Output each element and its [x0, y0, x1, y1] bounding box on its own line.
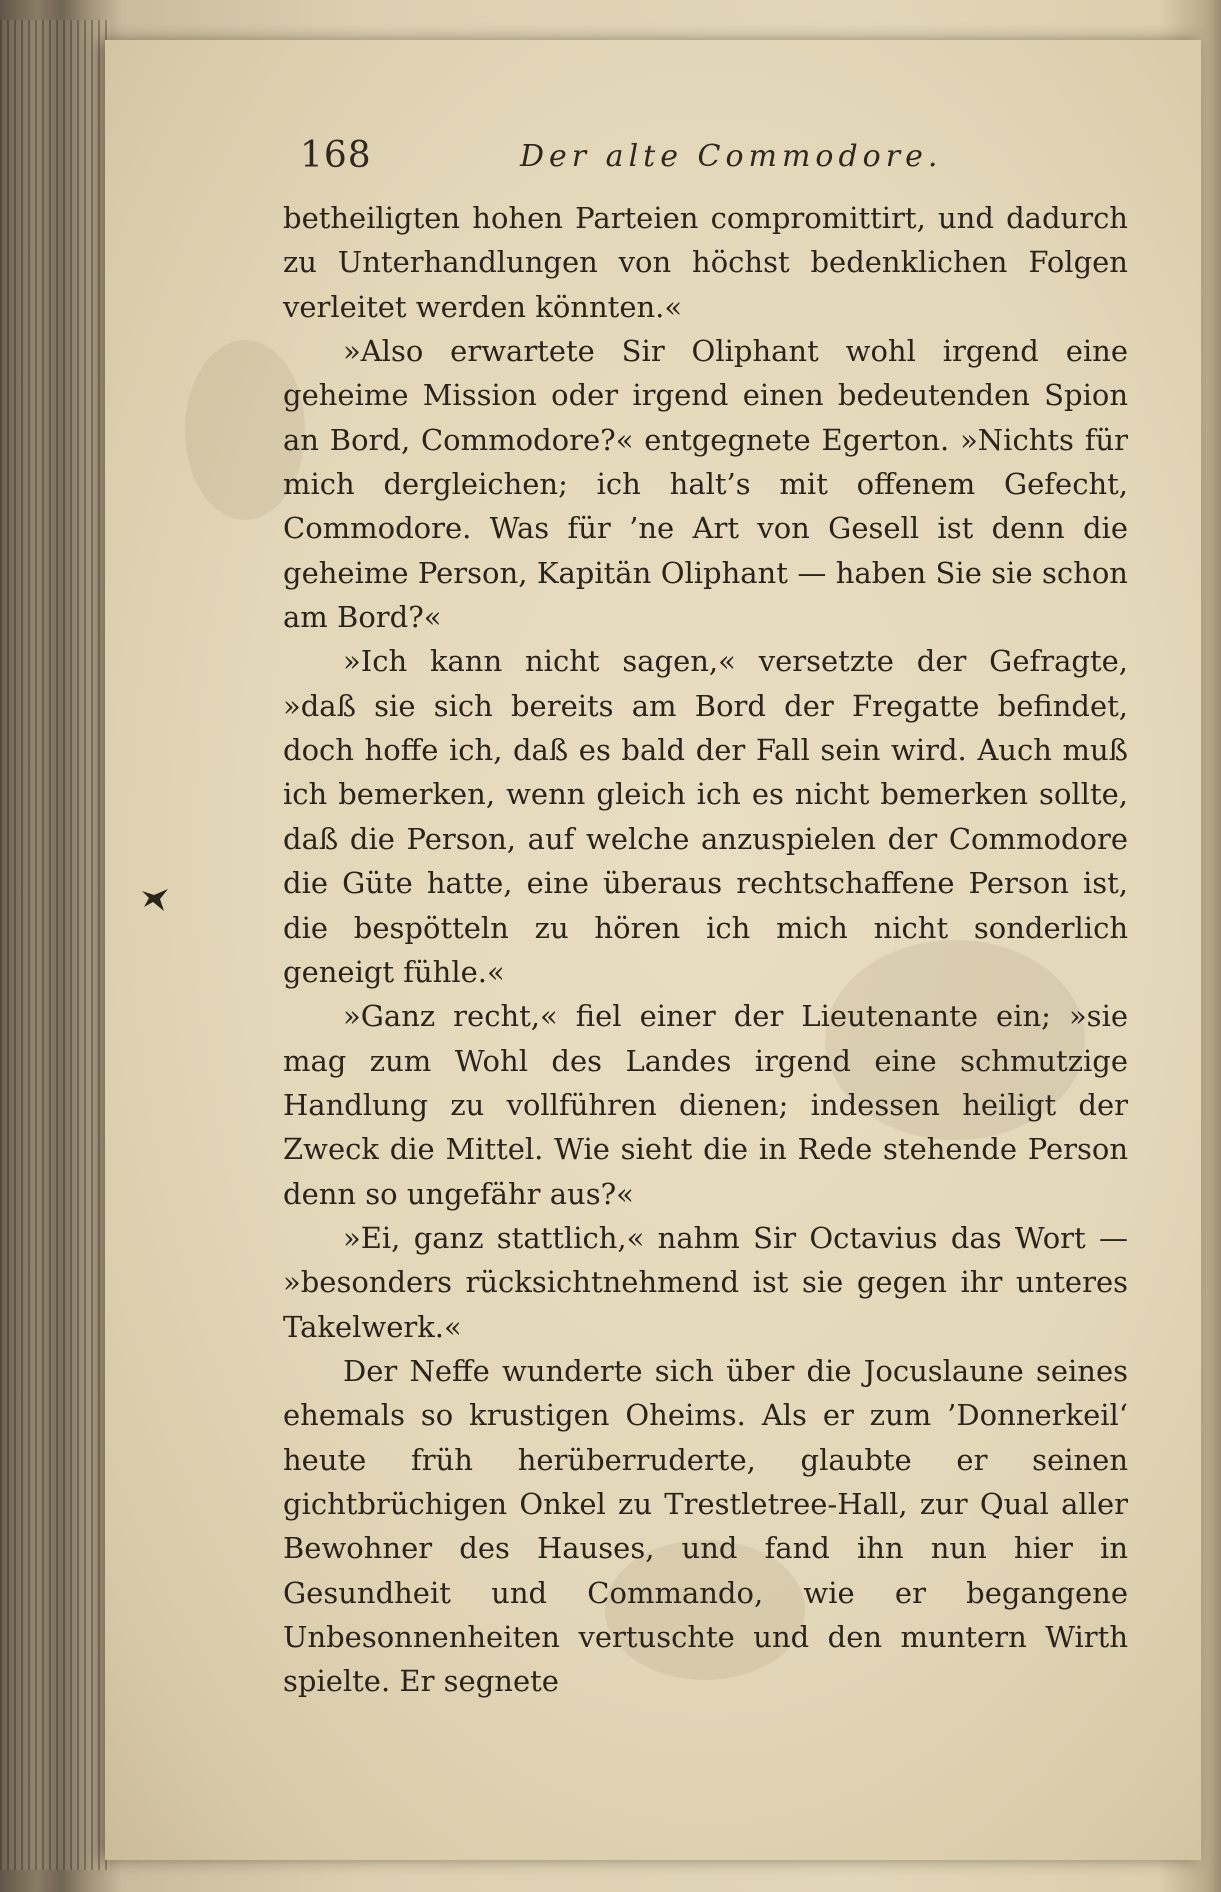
- running-title: Der alte Commodore.: [520, 139, 943, 174]
- running-header: [300, 135, 1130, 187]
- page-number: 168: [300, 135, 372, 176]
- paragraph: »Ganz recht,« fiel einer der Lieutenante ein; »sie mag zum Wohl des Landes irgend eine schmutzige Handlung zu vollführen dienen; indessen heiligt der Zweck die Mittel. Wie sieht die in Rede stehende Person denn so ungefähr aus?«: [283, 999, 1128, 1211]
- paragraph: betheiligten hohen Parteien compromittirt, und dadurch zu Unterhandlungen von höchst bedenklichen Folgen verleitet werden könnten.«: [283, 201, 1128, 324]
- body-text: [283, 196, 1128, 1704]
- paragraph: »Also erwartete Sir Oliphant wohl irgend eine geheime Mission oder irgend einen bedeutenden Spion an Bord, Commodore?« entgegnete Egerton. »Nichts für mich dergleichen; ich halt’s mit offenem Gefecht, Commodore. Was für ’ne Art von Gesell ist denn die geheime Person, Kapitän Oliphant — haben Sie sie schon am Bord?«: [283, 334, 1128, 635]
- ink-blot-icon: [140, 885, 170, 913]
- paragraph: »Ei, ganz stattlich,« nahm Sir Octavius das Wort — »besonders rücksichtnehmend ist sie gegen ihr unteres Takelwerk.«: [283, 1220, 1128, 1344]
- book-page-edges: [0, 20, 110, 1870]
- paragraph: »Ich kann nicht sagen,« versetzte der Gefragte, »daß sie sich bereits am Bord der Fregatte befindet, doch hoffe ich, daß es bald der Fall sein wird. Auch muß ich bemerken, wenn gleich ich es nicht bemerken sollte, daß die Person, auf welche anzuspielen der Commodore die Güte hatte, eine überaus rechtschaffene Person ist, die bespötteln zu hören ich mich nicht sonderlich geneigt fühle.«: [283, 644, 1128, 989]
- paragraph: Der Neffe wunderte sich über die Jocuslaune seines ehemals so krustigen Oheims. Als er zum ’Donnerkeil‘ heute früh herüberruderte, glaubte er seinen gichtbrüchigen Onkel zu Trestletree-Hall, zur Qual aller Bewohner des Hauses, und fand ihn nun hier in Gesundheit und Commando, wie er begangene Unbesonnenheiten vertuschte und den muntern Wirth spielte. Er segnete: [283, 1353, 1128, 1699]
